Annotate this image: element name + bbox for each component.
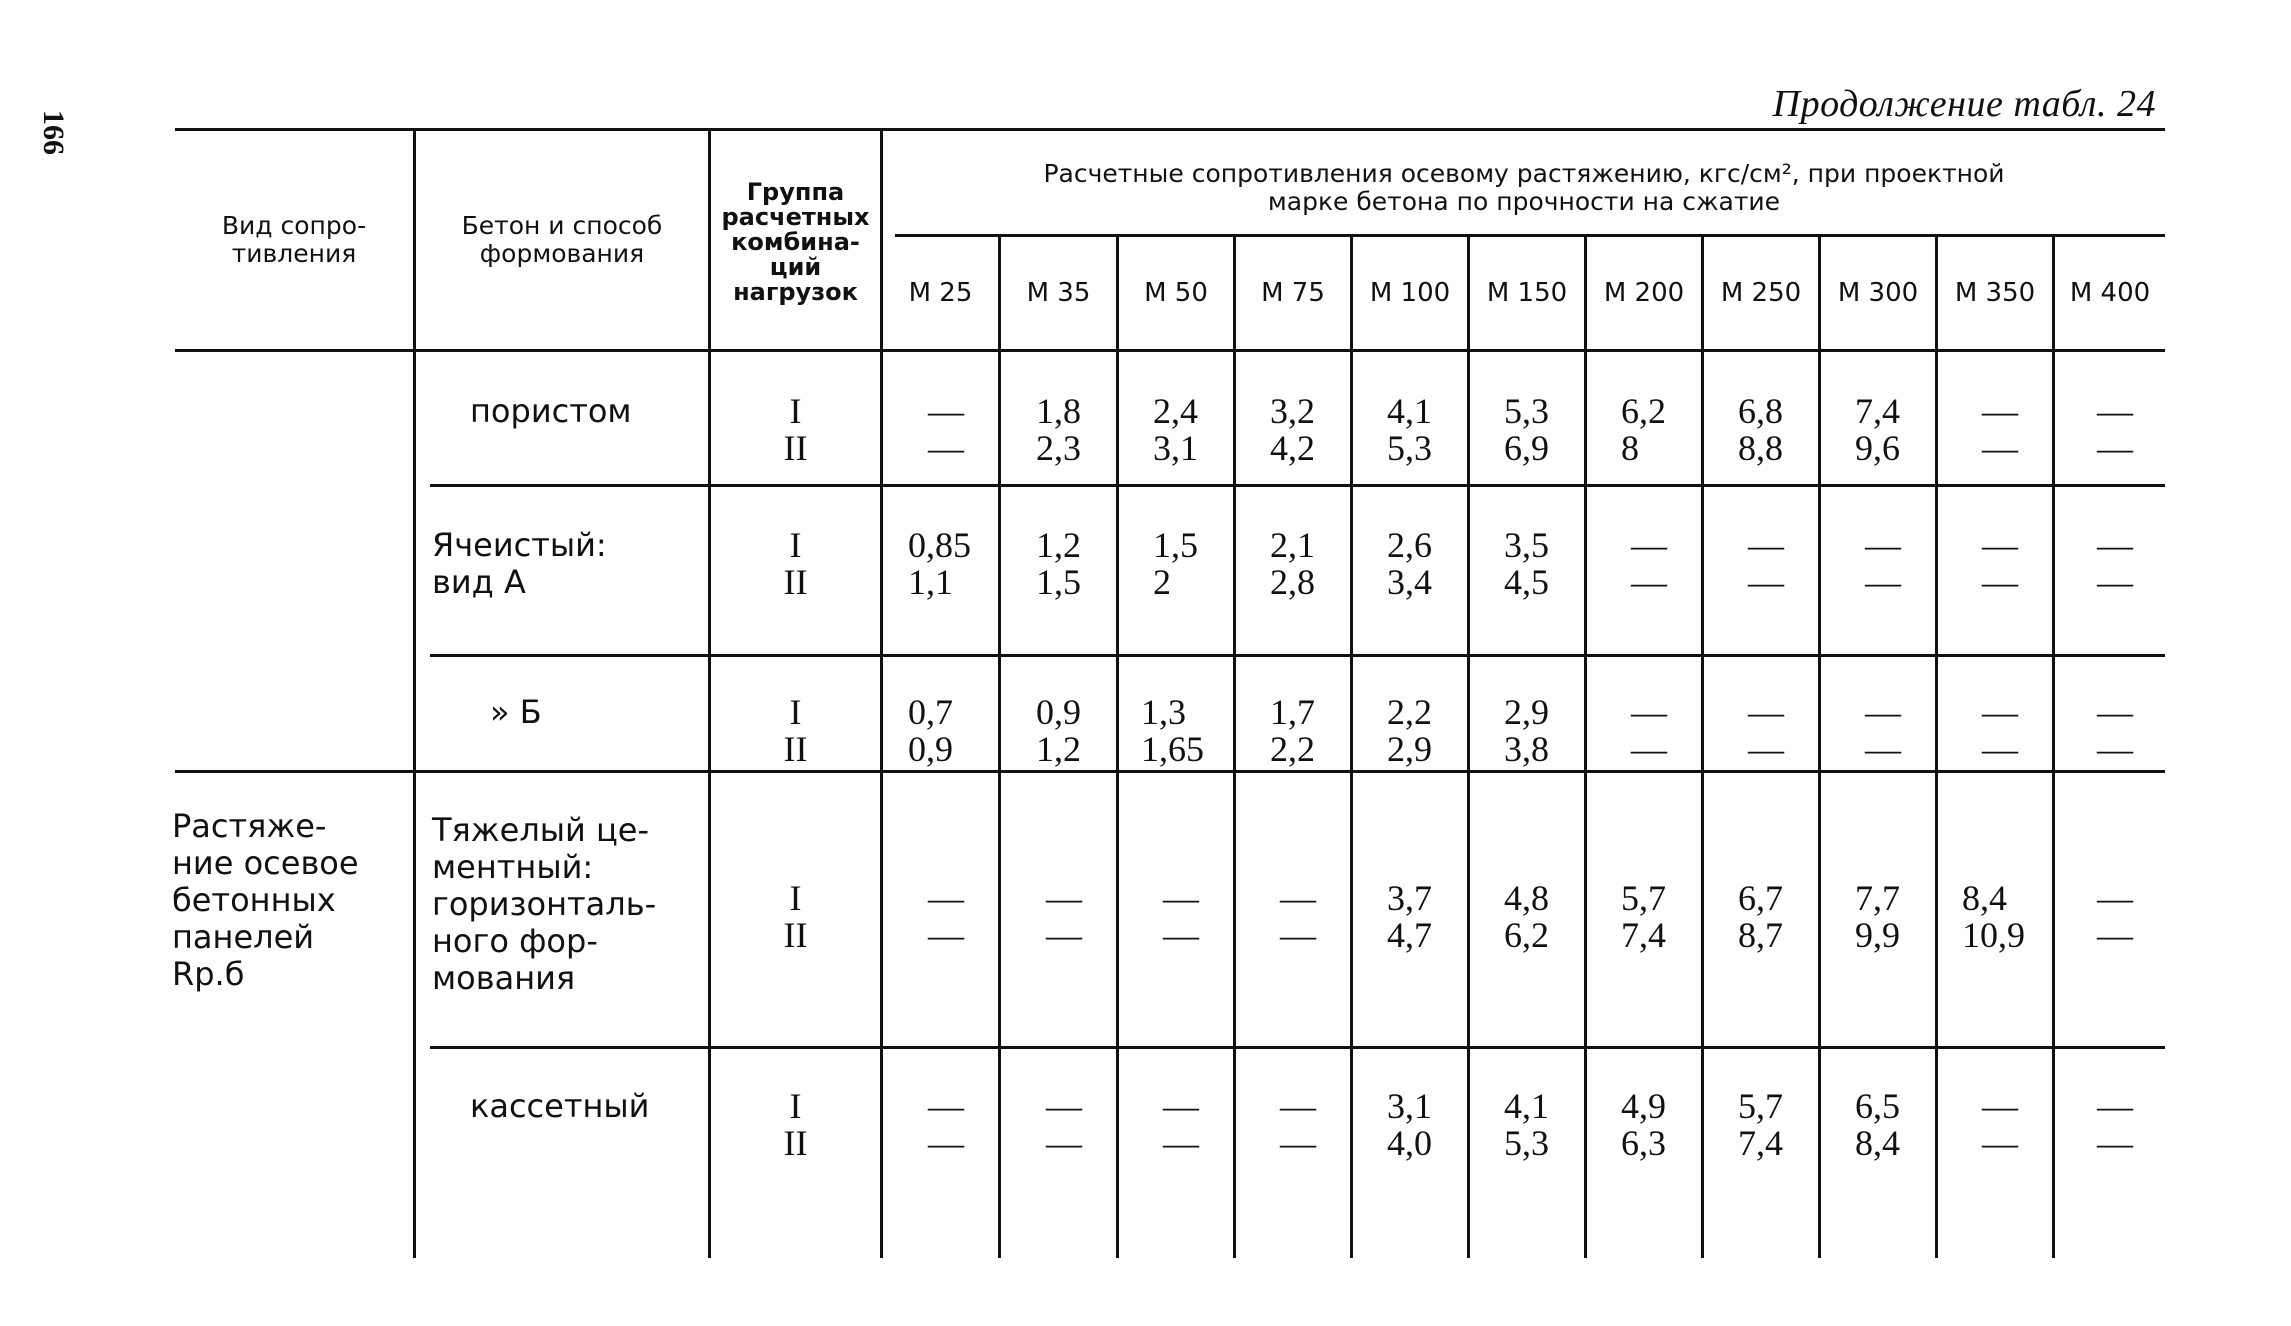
value-cell: 2,6 3,4 (1387, 525, 1432, 602)
value-cell: — — (1748, 525, 1784, 602)
value-cell: 1,2 1,5 (1036, 525, 1081, 602)
value-cell: 0,7 0,9 (908, 692, 953, 769)
value-cell: 2,1 2,8 (1270, 525, 1315, 602)
header-mark: М 100 (1369, 277, 1451, 308)
concrete-cell: Тяжелый це- ментный: горизонталь- ного фор- мования (432, 811, 657, 997)
value-cell: — — (2097, 525, 2133, 602)
header-mark: М 50 (1144, 277, 1208, 308)
row-divider (430, 1046, 2165, 1049)
value-cell: 3,1 4,0 (1387, 1086, 1432, 1163)
header-mark: М 300 (1837, 277, 1919, 308)
header-group: Группа расчетных комбина- ций нагрузок (721, 178, 870, 306)
value-cell: 4,8 6,2 (1504, 878, 1549, 955)
value-cell: 5,7 7,4 (1738, 1086, 1783, 1163)
column-divider (998, 234, 1001, 1258)
value-cell: — — (1163, 1086, 1199, 1163)
header-bottom-rule (175, 349, 2165, 352)
value-cell: — — (1982, 692, 2018, 769)
column-divider (1233, 234, 1236, 1258)
group-cell: I II (783, 878, 808, 955)
value-cell: — — (2097, 1086, 2133, 1163)
concrete-cell: пористом (470, 392, 632, 430)
value-cell: — — (1982, 1086, 2018, 1163)
value-cell: — — (2097, 692, 2133, 769)
value-cell: — — (2097, 878, 2133, 955)
value-cell: 3,5 4,5 (1504, 525, 1549, 602)
header-mark: М 350 (1954, 277, 2036, 308)
value-cell: 2,9 3,8 (1504, 692, 1549, 769)
value-cell: 4,1 5,3 (1504, 1086, 1549, 1163)
value-cell: 6,5 8,4 (1855, 1086, 1900, 1163)
table-caption: Продолжение табл. 24 (1772, 83, 2156, 125)
value-cell: 1,3 1,65 (1141, 692, 1204, 769)
concrete-cell: кассетный (470, 1087, 650, 1125)
resistance-type-label: Растяже- ние осевое бетонных панелей Rр.б (172, 807, 359, 993)
header-resistance-type: Вид сопро- тивления (221, 211, 367, 268)
value-cell: 1,7 2,2 (1270, 692, 1315, 769)
value-cell: — — (1982, 391, 2018, 468)
value-cell: — — (1280, 1086, 1316, 1163)
header-mark: М 150 (1486, 277, 1568, 308)
value-cell: — — (1865, 692, 1901, 769)
column-divider (1116, 234, 1119, 1258)
value-cell: 7,7 9,9 (1855, 878, 1900, 955)
column-divider (1701, 234, 1704, 1258)
column-divider (1818, 234, 1821, 1258)
group-cell: I II (783, 1086, 808, 1163)
value-cell: — — (1163, 878, 1199, 955)
header-mark: М 25 (908, 277, 973, 308)
group-cell: I II (783, 525, 808, 602)
value-cell: 8,4 10,9 (1962, 878, 2025, 955)
table-top-rule (175, 128, 2165, 131)
value-cell: — — (928, 391, 964, 468)
row-divider (430, 654, 2165, 657)
page-number: 166 (37, 110, 70, 155)
header-mark: М 35 (1026, 277, 1091, 308)
value-cell: 2,4 3,1 (1153, 391, 1198, 468)
value-cell: — — (1631, 525, 1667, 602)
value-cell: 1,8 2,3 (1036, 391, 1081, 468)
value-cell: 6,8 8,8 (1738, 391, 1783, 468)
value-cell: 7,4 9,6 (1855, 391, 1900, 468)
value-cell: — — (1046, 878, 1082, 955)
section-divider (175, 770, 2165, 773)
value-cell: 4,1 5,3 (1387, 391, 1432, 468)
header-mark: М 200 (1603, 277, 1685, 308)
row-divider (430, 484, 2165, 487)
value-cell: 6,2 8 (1621, 391, 1666, 468)
value-cell: 3,2 4,2 (1270, 391, 1315, 468)
value-cell: 4,9 6,3 (1621, 1086, 1666, 1163)
value-cell: 2,2 2,9 (1387, 692, 1432, 769)
group-cell: I II (783, 391, 808, 468)
value-cell: — — (1631, 692, 1667, 769)
marks-header-rule (895, 234, 2165, 237)
value-cell: — — (928, 878, 964, 955)
value-cell: — — (1982, 525, 2018, 602)
column-divider (1584, 234, 1587, 1258)
column-divider (1350, 234, 1353, 1258)
value-cell: 3,7 4,7 (1387, 878, 1432, 955)
header-concrete: Бетон и способ формования (461, 211, 663, 268)
header-mark: М 400 (2069, 277, 2151, 308)
column-divider (1467, 234, 1470, 1258)
value-cell: 0,9 1,2 (1036, 692, 1081, 769)
header-mark: М 250 (1720, 277, 1802, 308)
value-cell: — — (1280, 878, 1316, 955)
value-cell: 5,7 7,4 (1621, 878, 1666, 955)
value-cell: 0,85 1,1 (908, 525, 971, 602)
column-divider (1935, 234, 1938, 1258)
value-cell: — — (2097, 391, 2133, 468)
value-cell: 6,7 8,7 (1738, 878, 1783, 955)
value-cell: 1,5 2 (1153, 525, 1198, 602)
column-divider (2052, 234, 2055, 1258)
value-cell: 5,3 6,9 (1504, 391, 1549, 468)
value-cell: — — (1748, 692, 1784, 769)
value-cell: — — (1046, 1086, 1082, 1163)
concrete-cell: Ячеистый: вид А (432, 526, 607, 601)
header-main: Расчетные сопротивления осевому растяжению, кгс/см², при проектной марке бетона по прочности на сжатие (1043, 158, 2005, 216)
group-cell: I II (783, 692, 808, 769)
concrete-cell: » Б (490, 693, 542, 731)
header-mark: М 75 (1261, 277, 1325, 308)
value-cell: — — (1865, 525, 1901, 602)
value-cell: — — (928, 1086, 964, 1163)
